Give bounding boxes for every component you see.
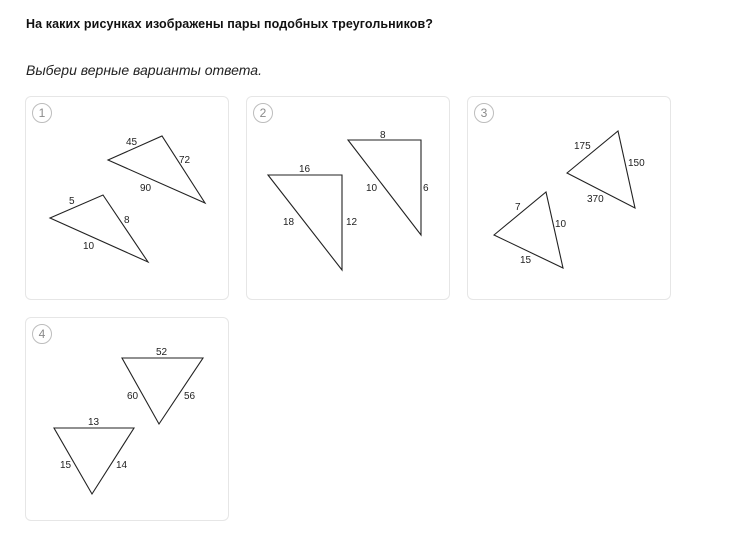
side-label: 8 xyxy=(380,130,386,141)
side-label: 60 xyxy=(127,391,139,402)
option-number: 2 xyxy=(253,103,273,123)
side-label: 13 xyxy=(88,417,100,428)
triangle-large xyxy=(108,136,205,203)
question-title: На каких рисунках изображены пары подобных треугольников? xyxy=(26,17,434,31)
answer-option-4[interactable] xyxy=(25,317,229,521)
side-label: 90 xyxy=(140,183,152,194)
instruction-text: Выбери верные варианты ответа. xyxy=(26,62,262,78)
triangle-large xyxy=(268,175,342,270)
side-label: 5 xyxy=(69,196,75,207)
side-label: 8 xyxy=(124,215,130,226)
answer-option-2[interactable] xyxy=(246,96,450,300)
triangles-figure xyxy=(468,97,672,301)
option-number: 3 xyxy=(474,103,494,123)
side-label: 7 xyxy=(515,202,521,213)
answer-option-1[interactable] xyxy=(25,96,229,300)
triangles-figure xyxy=(26,97,230,301)
triangles-figure xyxy=(26,318,230,522)
side-label: 12 xyxy=(346,217,358,228)
triangle-small xyxy=(50,195,148,262)
answer-option-3[interactable] xyxy=(467,96,671,300)
triangles-figure xyxy=(247,97,451,301)
side-label: 15 xyxy=(60,460,72,471)
side-label: 45 xyxy=(126,137,138,148)
side-label: 52 xyxy=(156,347,168,358)
side-label: 14 xyxy=(116,460,128,471)
side-label: 370 xyxy=(587,194,604,205)
side-label: 15 xyxy=(520,255,532,266)
side-label: 10 xyxy=(83,241,95,252)
side-label: 10 xyxy=(366,183,378,194)
side-label: 16 xyxy=(299,164,311,175)
side-label: 10 xyxy=(555,219,567,230)
triangle-small xyxy=(348,140,421,235)
option-number: 1 xyxy=(32,103,52,123)
side-label: 175 xyxy=(574,141,591,152)
side-label: 72 xyxy=(179,155,191,166)
side-label: 150 xyxy=(628,158,645,169)
side-label: 56 xyxy=(184,391,196,402)
side-label: 6 xyxy=(423,183,429,194)
option-number: 4 xyxy=(32,324,52,344)
side-label: 18 xyxy=(283,217,295,228)
